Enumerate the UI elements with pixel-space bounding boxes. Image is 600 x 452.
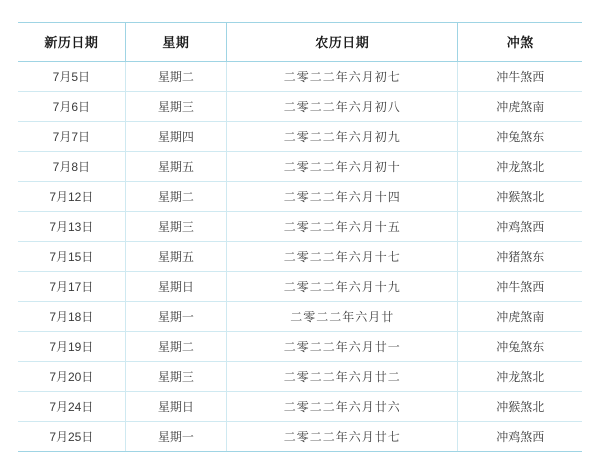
- cell-clash: 冲牛煞西: [458, 272, 582, 302]
- cell-clash: 冲猪煞东: [458, 242, 582, 272]
- cell-lunar: 二零二二年六月初八: [227, 92, 458, 122]
- cell-clash: 冲鸡煞西: [458, 212, 582, 242]
- cell-date: 7月5日: [18, 62, 125, 92]
- cell-date: 7月6日: [18, 92, 125, 122]
- cell-lunar: 二零二二年六月十五: [227, 212, 458, 242]
- table-row: [18, 92, 582, 122]
- column-header-clash: 冲煞: [458, 23, 582, 62]
- cell-date: 7月24日: [18, 392, 125, 422]
- table-row: [18, 152, 582, 182]
- cell-clash: 冲虎煞南: [458, 302, 582, 332]
- cell-weekday: 星期五: [125, 242, 227, 272]
- cell-date: 7月25日: [18, 422, 125, 452]
- cell-lunar: 二零二二年六月廿二: [227, 362, 458, 392]
- cell-date: 7月18日: [18, 302, 125, 332]
- table-row: [18, 242, 582, 272]
- cell-lunar: 二零二二年六月十四: [227, 182, 458, 212]
- cell-date: 7月20日: [18, 362, 125, 392]
- cell-weekday: 星期五: [125, 152, 227, 182]
- cell-date: 7月7日: [18, 122, 125, 152]
- cell-clash: 冲兔煞东: [458, 332, 582, 362]
- cell-clash: 冲猴煞北: [458, 182, 582, 212]
- cell-weekday: 星期三: [125, 362, 227, 392]
- cell-lunar: 二零二二年六月廿: [227, 302, 458, 332]
- almanac-table: [18, 23, 582, 452]
- cell-weekday: 星期三: [125, 212, 227, 242]
- table-row: [18, 182, 582, 212]
- cell-weekday: 星期四: [125, 122, 227, 152]
- cell-clash: 冲虎煞南: [458, 92, 582, 122]
- table-row: [18, 332, 582, 362]
- cell-date: 7月12日: [18, 182, 125, 212]
- cell-lunar: 二零二二年六月十七: [227, 242, 458, 272]
- cell-weekday: 星期日: [125, 272, 227, 302]
- cell-date: 7月19日: [18, 332, 125, 362]
- table-row: [18, 212, 582, 242]
- cell-weekday: 星期一: [125, 302, 227, 332]
- cell-lunar: 二零二二年六月初九: [227, 122, 458, 152]
- cell-weekday: 星期二: [125, 332, 227, 362]
- table-row: [18, 392, 582, 422]
- cell-clash: 冲龙煞北: [458, 362, 582, 392]
- cell-clash: 冲兔煞东: [458, 122, 582, 152]
- table-body: [18, 62, 582, 452]
- cell-lunar: 二零二二年六月十九: [227, 272, 458, 302]
- cell-lunar: 二零二二年六月廿一: [227, 332, 458, 362]
- column-header-weekday: 星期: [125, 23, 227, 62]
- cell-lunar: 二零二二年六月廿六: [227, 392, 458, 422]
- cell-clash: 冲牛煞西: [458, 62, 582, 92]
- cell-lunar: 二零二二年六月初七: [227, 62, 458, 92]
- cell-weekday: 星期二: [125, 62, 227, 92]
- cell-date: 7月13日: [18, 212, 125, 242]
- table-row: [18, 272, 582, 302]
- cell-weekday: 星期一: [125, 422, 227, 452]
- cell-lunar: 二零二二年六月廿七: [227, 422, 458, 452]
- table-row: [18, 362, 582, 392]
- table-row: [18, 302, 582, 332]
- table-row: [18, 62, 582, 92]
- column-header-lunar-date: 农历日期: [227, 23, 458, 62]
- cell-clash: 冲鸡煞西: [458, 422, 582, 452]
- cell-date: 7月8日: [18, 152, 125, 182]
- cell-date: 7月17日: [18, 272, 125, 302]
- cell-weekday: 星期三: [125, 92, 227, 122]
- column-header-date: 新历日期: [18, 23, 125, 62]
- header-row: [18, 23, 582, 62]
- cell-date: 7月15日: [18, 242, 125, 272]
- cell-weekday: 星期日: [125, 392, 227, 422]
- table-row: [18, 422, 582, 452]
- table-row: [18, 122, 582, 152]
- cell-weekday: 星期二: [125, 182, 227, 212]
- table-header: [18, 23, 582, 62]
- cell-clash: 冲猴煞北: [458, 392, 582, 422]
- cell-clash: 冲龙煞北: [458, 152, 582, 182]
- cell-lunar: 二零二二年六月初十: [227, 152, 458, 182]
